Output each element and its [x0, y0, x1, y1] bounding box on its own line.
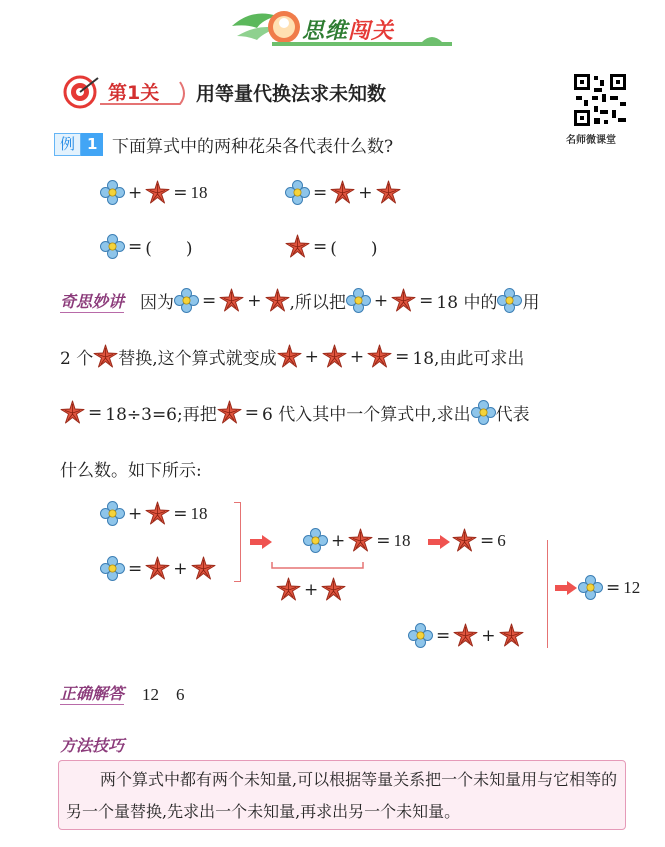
equation-1: + = 18 — [100, 180, 208, 205]
analysis-line-1: 奇思妙讲 因为 = + ,所以把 + = 18 中的 用 — [60, 288, 539, 313]
qr-code[interactable] — [572, 72, 628, 128]
blue-flower-icon — [100, 501, 125, 526]
red-flower-icon — [265, 288, 290, 313]
blue-flower-icon — [346, 288, 371, 313]
red-flower-icon — [348, 528, 373, 553]
red-flower-icon — [60, 400, 85, 425]
red-flower-icon — [285, 234, 310, 259]
red-flower-icon — [145, 501, 170, 526]
method-text: 两个算式中都有两个未知量,可以根据等量关系把一个未知量用与它相等的另一个量替换,先求出一个未知量,再求出另一个未知量。 — [66, 770, 618, 821]
blue-flower-icon — [471, 400, 496, 425]
blue-flower-icon — [100, 556, 125, 581]
diagram-blue-value: = 12 — [578, 575, 640, 600]
analysis-line-3: = 18÷3=6;再把 = 6 代入其中一个算式中,求出 代表 — [60, 400, 530, 425]
substitution-expression: + — [276, 577, 346, 602]
red-flower-icon — [391, 288, 416, 313]
red-flower-icon — [145, 556, 170, 581]
blue-flower-icon — [174, 288, 199, 313]
answer-label: 正确解答 — [60, 681, 124, 705]
red-answer-blank[interactable]: = ( ) — [285, 234, 378, 259]
red-flower-icon — [145, 180, 170, 205]
blue-answer-blank[interactable]: = ( ) — [100, 234, 193, 259]
analysis-label: 奇思妙讲 — [60, 289, 124, 313]
answer-values: 12 6 — [142, 685, 185, 704]
diagram-eq-a: + = 18 — [100, 501, 208, 526]
equation-2: = + — [285, 180, 401, 205]
level-label: 第1关 — [108, 82, 160, 104]
red-flower-icon — [191, 556, 216, 581]
red-flower-icon — [321, 577, 346, 602]
red-flower-icon — [93, 344, 118, 369]
substitution-brace — [270, 560, 365, 574]
red-flower-icon — [277, 344, 302, 369]
red-flower-icon — [219, 288, 244, 313]
red-flower-icon — [367, 344, 392, 369]
arrow-right-icon — [250, 535, 272, 549]
banner-title: 思维闯关 — [302, 19, 395, 44]
example-question: 下面算式中的两种花朵各代表什么数? — [112, 137, 394, 157]
blue-flower-icon — [100, 234, 125, 259]
diagram-eq-b: = + — [100, 556, 216, 581]
blue-flower-icon — [578, 575, 603, 600]
red-flower-icon — [499, 623, 524, 648]
red-flower-icon — [322, 344, 347, 369]
red-flower-icon — [217, 400, 242, 425]
diagram-red-value: = 6 — [452, 528, 506, 553]
blue-flower-icon — [285, 180, 310, 205]
red-flower-icon — [330, 180, 355, 205]
blue-flower-icon — [100, 180, 125, 205]
red-flower-icon — [452, 528, 477, 553]
example-badge: 例 1 — [54, 133, 103, 156]
method-heading: 方法技巧 — [60, 736, 125, 755]
qr-caption: 名师微课堂 — [566, 135, 616, 146]
diagram-eq-c: = + — [408, 623, 524, 648]
arrow-right-icon — [555, 581, 577, 595]
red-flower-icon — [453, 623, 478, 648]
analysis-line-2: 2 个 替换,这个算式就变成 + + = 18,由此可求出 — [60, 344, 524, 369]
brace-left — [234, 502, 241, 582]
arrow-right-icon — [428, 535, 450, 549]
answer-line — [60, 680, 185, 705]
blue-flower-icon — [408, 623, 433, 648]
blue-flower-icon — [497, 288, 522, 313]
brace-right — [547, 540, 554, 648]
diagram-substituted: + = 18 — [303, 528, 411, 553]
blue-flower-icon — [303, 528, 328, 553]
level-title: 用等量代换法求未知数 — [196, 83, 387, 105]
red-flower-icon — [376, 180, 401, 205]
analysis-line-4: 什么数。如下所示: — [60, 461, 202, 481]
red-flower-icon — [276, 577, 301, 602]
target-icon — [62, 74, 102, 110]
